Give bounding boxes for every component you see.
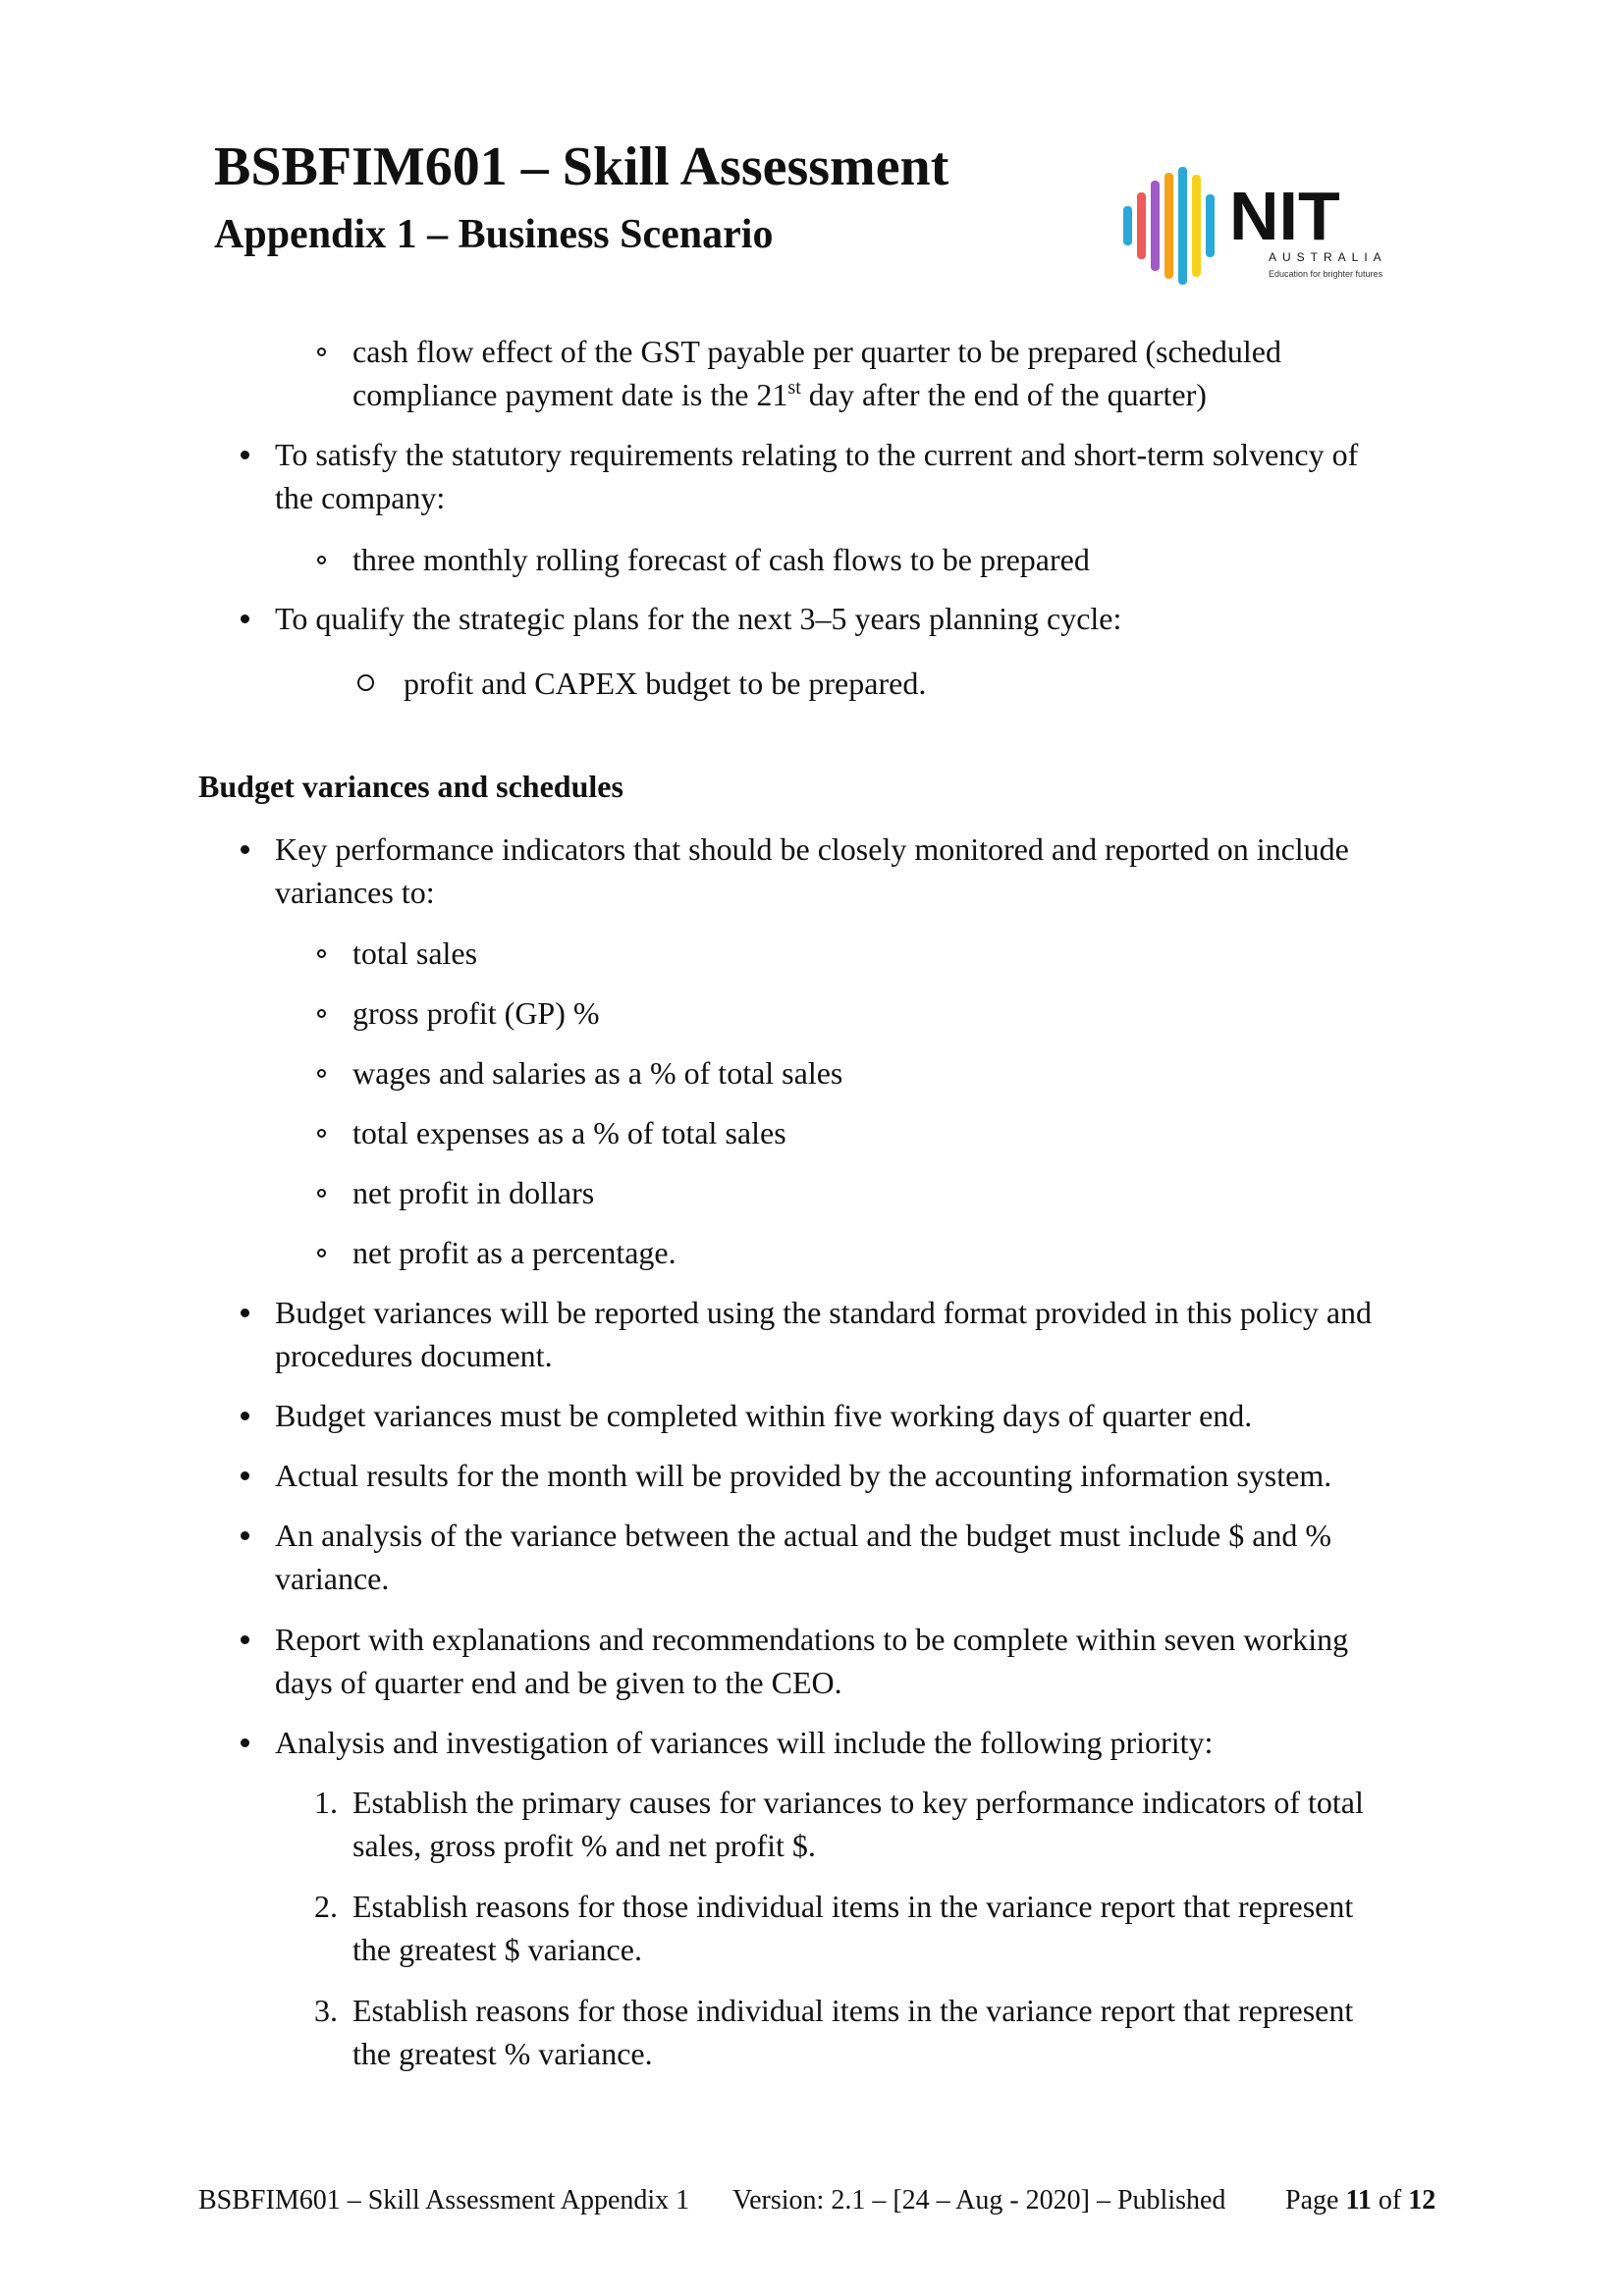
logo-wordmark: NIT [1229,178,1340,254]
page-title: BSBFIM601 – Skill Assessment [214,136,949,197]
logo-bars [1123,167,1215,285]
circle-bullet-icon [317,1129,326,1138]
step-number: 2. [314,1889,338,1924]
circle-bullet-icon [317,347,326,356]
priority-step-line2: the greatest $ variance. [352,1932,642,1967]
section-heading: Budget variances and schedules [198,769,623,804]
logo-bar [1123,206,1132,245]
bullet-icon [241,1471,249,1480]
circle-bullet-icon [317,1009,326,1018]
report-bullet-line2: days of quarter end and be given to the CEO. [275,1665,842,1700]
circle-bullet-icon [357,674,374,691]
gst-item-line2: compliance payment date is the 21st day after the end of the quarter) [352,377,1207,412]
bullet-icon [241,845,249,854]
analysis-bullet-line1: An analysis of the variance between the actual and the budget must include $ and % [275,1518,1332,1553]
analysis-bullet-line2: variance. [275,1561,390,1596]
solvency-bullet-line2: the company: [275,480,446,515]
footer-version: Version: 2.1 – [24 – Aug - 2020] – Published [732,2185,1226,2216]
strategic-sub-item: profit and CAPEX budget to be prepared. [404,666,927,701]
bullet-icon [241,451,249,459]
priority-bullet: Analysis and investigation of variances will include the following priority: [275,1725,1214,1760]
logo-bar [1164,173,1173,279]
format-bullet-line1: Budget variances will be reported using the standard format provided in this policy and [275,1295,1373,1330]
kpi-item: net profit as a percentage. [352,1235,677,1270]
logo-bar [1192,175,1201,277]
logo-bar [1137,192,1146,259]
priority-step-line1: Establish reasons for those individual items in the variance report that represent [352,1993,1354,2028]
bullet-icon [241,1738,249,1747]
bullet-icon [241,1531,249,1540]
logo-bar [1151,181,1160,271]
footer-page-number: Page 11 of 12 [1285,2185,1436,2216]
solvency-sub-item: three monthly rolling forecast of cash flows to be prepared [352,542,1090,577]
kpi-item: wages and salaries as a % of total sales [352,1055,843,1091]
bullet-icon [241,614,249,623]
format-bullet-line2: procedures document. [275,1338,553,1373]
logo-country: AUSTRALIA [1269,250,1387,264]
bullet-icon [241,1635,249,1644]
strategic-bullet-line: To qualify the strategic plans for the next 3–5 years planning cycle: [275,601,1122,636]
footer-doc-name: BSBFIM601 – Skill Assessment Appendix 1 [198,2185,690,2216]
logo-tagline: Education for brighter futures [1269,269,1383,279]
five-days-bullet: Budget variances must be completed within five working days of quarter end. [275,1398,1253,1433]
priority-step-line1: Establish reasons for those individual items in the variance report that represent [352,1889,1354,1924]
kpi-item: gross profit (GP) % [352,995,600,1031]
bullet-icon [241,1308,249,1317]
kpi-item: total expenses as a % of total sales [352,1115,786,1150]
kpi-item: net profit in dollars [352,1175,595,1210]
circle-bullet-icon [317,1189,326,1198]
nit-australia-logo [1119,165,1424,287]
actual-results-bullet: Actual results for the month will be provided by the accounting information system. [275,1458,1332,1493]
kpi-intro-line1: Key performance indicators that should be closely monitored and reported on include [275,831,1349,867]
page-subtitle: Appendix 1 – Business Scenario [214,212,774,257]
logo-bar [1178,167,1187,285]
circle-bullet-icon [317,1069,326,1078]
circle-bullet-icon [317,949,326,958]
step-number: 3. [314,1993,338,2028]
priority-step-line2: sales, gross profit % and net profit $. [352,1828,816,1863]
logo-bar [1206,194,1215,257]
bullet-icon [241,1412,249,1420]
priority-step-line2: the greatest % variance. [352,2036,653,2071]
report-bullet-line1: Report with explanations and recommendations to be complete within seven working [275,1622,1349,1657]
step-number: 1. [314,1785,338,1820]
kpi-item: total sales [352,935,478,971]
circle-bullet-icon [317,1249,326,1257]
solvency-bullet-line1: To satisfy the statutory requirements relating to the current and short-term solvency of [275,437,1359,472]
gst-item-line1: cash flow effect of the GST payable per quarter to be prepared (scheduled [352,334,1281,369]
priority-step-line1: Establish the primary causes for variances to key performance indicators of total [352,1785,1364,1820]
circle-bullet-icon [317,556,326,564]
kpi-intro-line2: variances to: [275,875,435,910]
